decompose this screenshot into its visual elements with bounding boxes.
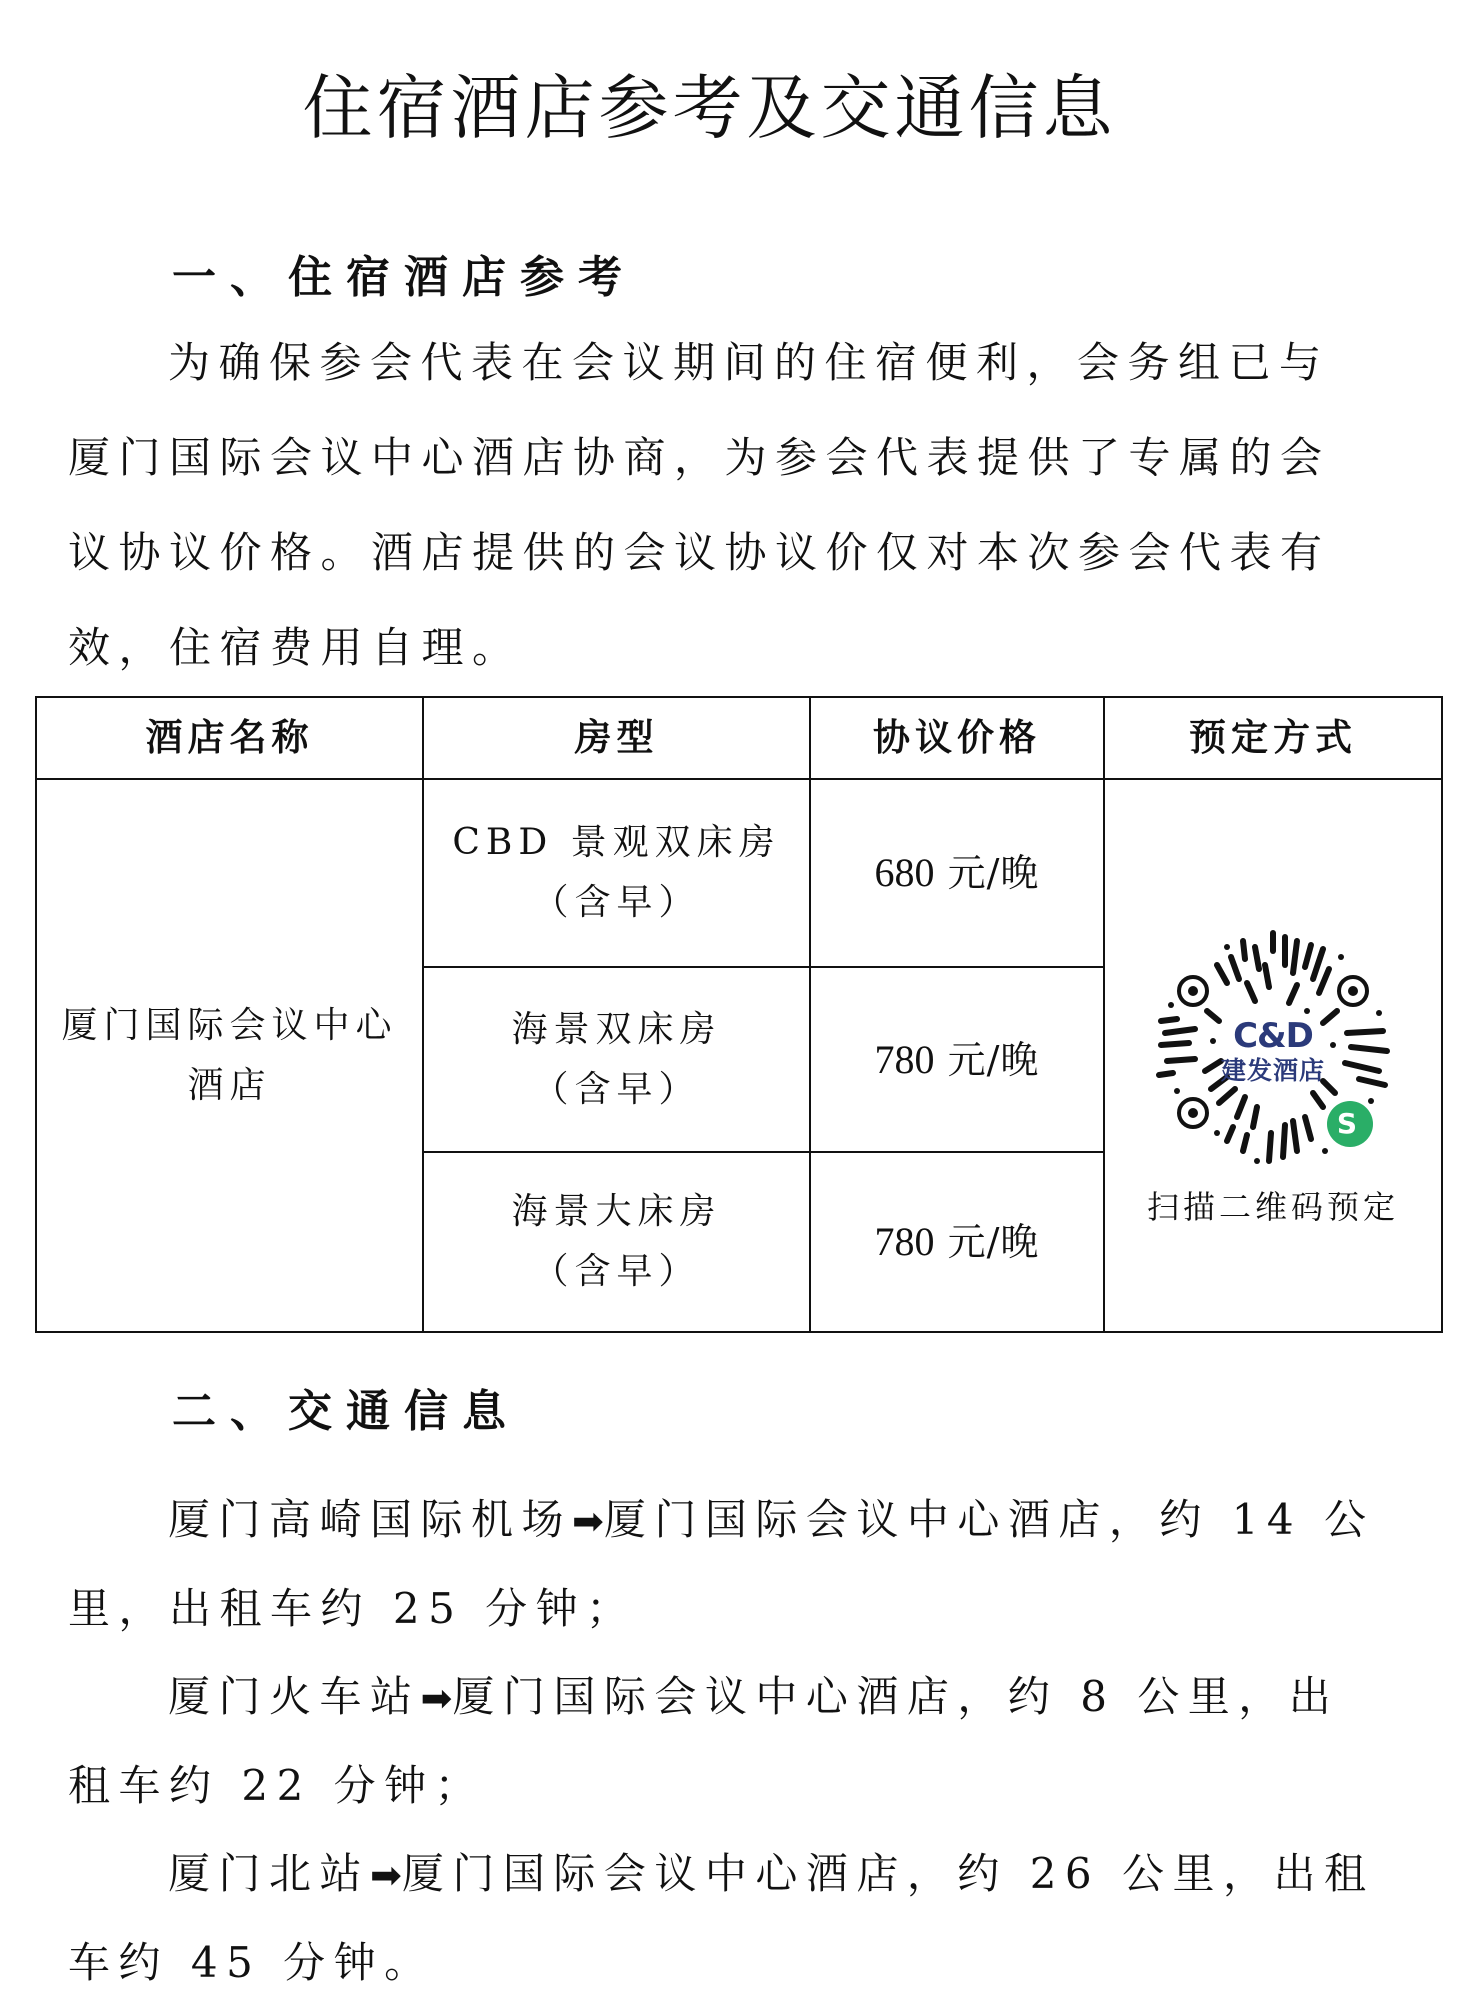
accommodation-paragraph — [68, 315, 1331, 695]
hotel-name-line: 酒店 — [187, 1064, 272, 1106]
logo-mark: C&D — [1233, 1015, 1313, 1056]
route-line — [68, 1476, 1375, 1565]
route-line-continued: 里，出租车约 25 分钟； — [68, 1583, 637, 1633]
section-heading-transport: 二、交通信息 — [172, 1386, 520, 1437]
transport-list — [68, 1476, 1375, 2007]
price-cell — [810, 967, 1104, 1152]
qr-caption: 扫描二维码预定 — [1146, 1187, 1399, 1226]
price-unit: 元/晚 — [934, 1037, 1040, 1082]
cd-logo-mark — [1147, 1015, 1399, 1056]
room-type-name: 海景大床房 — [511, 1191, 722, 1232]
arrow-right-icon: ➡ — [370, 1853, 402, 1897]
price-cell — [810, 779, 1104, 967]
paragraph-line: 议协议价格。酒店提供的会议协议价仅对本次参会代表有 — [68, 528, 1331, 577]
header-booking-method: 预定方式 — [1104, 697, 1442, 779]
hotel-brand-text: 建发酒店 — [1220, 1055, 1325, 1085]
room-type-name: CBD 景观双床房 — [452, 822, 781, 863]
route-origin: 厦门北站 — [168, 1849, 371, 1898]
table-header-row — [36, 697, 1442, 779]
table-row — [36, 779, 1442, 967]
route-detail: 厦门国际会议中心酒店，约 14 公 — [603, 1495, 1375, 1544]
arrow-right-icon: ➡ — [572, 1499, 604, 1543]
booking-qr-code[interactable] — [1147, 921, 1399, 1173]
route-origin: 厦门火车站 — [168, 1672, 421, 1721]
breakfast-note: （含早） — [532, 882, 701, 923]
price-amount: 780 — [874, 1219, 935, 1264]
paragraph-line: 厦门国际会议中心酒店协商，为参会代表提供了专属的会 — [68, 433, 1331, 482]
arrow-right-icon: ➡ — [420, 1676, 453, 1720]
price-unit: 元/晚 — [934, 1220, 1040, 1264]
hotel-rate-table — [35, 696, 1443, 1333]
price-unit: 元/晚 — [934, 851, 1040, 895]
header-agreed-price: 协议价格 — [810, 697, 1104, 779]
room-type-cell — [423, 1152, 810, 1332]
paragraph-line: 效，住宿费用自理。 — [68, 623, 523, 672]
room-type-cell — [423, 967, 810, 1152]
route-origin: 厦门高崎国际机场 — [168, 1495, 573, 1544]
route-line — [68, 1830, 1375, 1919]
price-amount: 780 — [874, 1036, 935, 1082]
price-amount: 680 — [874, 850, 935, 895]
booking-method-cell — [1104, 779, 1442, 1332]
paragraph-line: 为确保参会代表在会议期间的住宿便利，会务组已与 — [168, 338, 1330, 387]
hotel-name-cell — [36, 779, 423, 1332]
section-heading-accommodation: 一、住宿酒店参考 — [172, 252, 636, 303]
breakfast-note: （含早） — [532, 1068, 701, 1110]
route-detail: 厦门国际会议中心酒店，约 8 公里，出 — [452, 1672, 1340, 1721]
room-type-name: 海景双床房 — [511, 1008, 722, 1050]
header-hotel-name: 酒店名称 — [36, 697, 423, 779]
room-type-cell — [423, 779, 810, 967]
route-detail: 厦门国际会议中心酒店，约 26 公里，出租 — [401, 1849, 1375, 1898]
page-title: 住宿酒店参考及交通信息 — [302, 67, 1117, 149]
header-room-type: 房型 — [423, 697, 810, 779]
hotel-name-line: 厦门国际会议中心 — [61, 1004, 398, 1046]
price-cell — [810, 1152, 1104, 1332]
breakfast-note: （含早） — [532, 1251, 701, 1292]
route-line-continued: 租车约 22 分钟； — [68, 1760, 486, 1810]
wechat-mini-program-icon: S — [1327, 1101, 1373, 1147]
route-line-continued: 车约 45 分钟。 — [68, 1937, 435, 1987]
route-line — [68, 1653, 1375, 1742]
